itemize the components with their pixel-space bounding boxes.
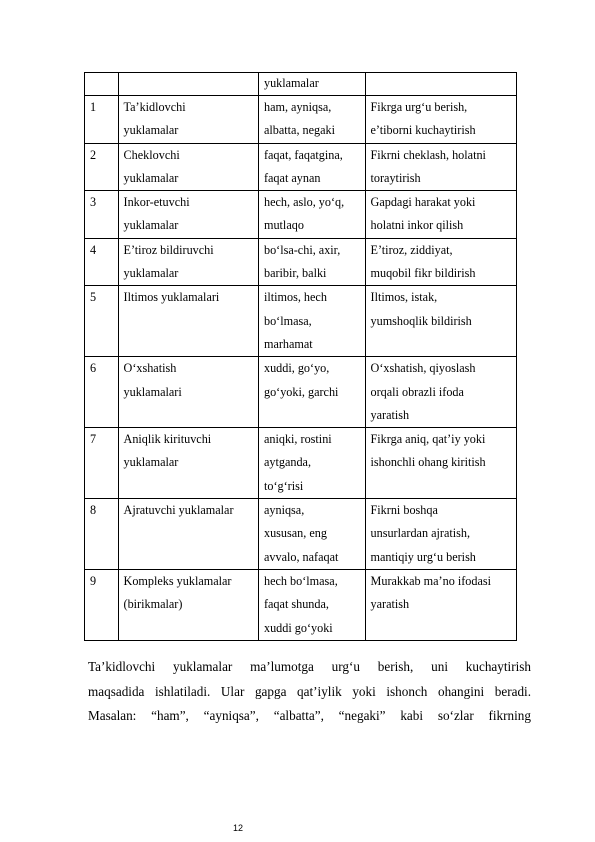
cell-text-line: aniqki, rostini: [263, 432, 332, 447]
table-row: [85, 499, 517, 570]
cell-number: 3: [85, 191, 119, 239]
cell-function: [365, 357, 516, 428]
cell-function: [365, 96, 516, 144]
cell-text-line: (birikmalar): [123, 597, 183, 612]
cell-function: [365, 143, 516, 191]
cell-text-line: Gapdagi harakat yoki: [370, 195, 476, 210]
cell-text-line: yuklamalar: [123, 170, 179, 185]
table-row: [85, 357, 517, 428]
table-row: [85, 238, 517, 286]
cell-text-line: hech bo‘lmasa,: [263, 573, 338, 588]
cell-function: [365, 428, 516, 499]
header-cell-name: [118, 73, 258, 96]
cell-text-line: to‘g‘risi: [263, 478, 304, 493]
cell-text-line: marhamat: [263, 336, 313, 351]
paragraph-line: Masalan: “ham”, “ayniqsa”, “albatta”, “negaki” kabi so‘zlar fikrning: [88, 708, 531, 723]
cell-examples: [258, 96, 365, 144]
cell-text-line: Cheklovchi: [123, 147, 180, 162]
cell-particle-type: [118, 428, 258, 499]
table-row: [85, 569, 517, 640]
cell-examples: [258, 428, 365, 499]
cell-particle-type: [118, 569, 258, 640]
cell-text-line: avvalo, nafaqat: [263, 549, 339, 564]
cell-text-line: Fikrga urg‘u berish,: [370, 100, 468, 114]
paragraph-line: Ta’kidlovchi yuklamalar ma’lumotga urg‘u berish, uni kuchaytirish: [88, 659, 531, 674]
cell-text-line: Fikrni cheklash, holatni: [370, 147, 486, 162]
cell-text-line: O‘xshatish, qiyoslash: [370, 361, 476, 376]
cell-text-line: xuddi go‘yoki: [263, 620, 333, 635]
cell-number: 8: [85, 499, 119, 570]
cell-text-line: orqali obrazli ifoda: [370, 384, 464, 399]
cell-examples: [258, 143, 365, 191]
table-header-row: [85, 73, 517, 96]
cell-text-line: holatni inkor qilish: [370, 218, 464, 233]
cell-function: [365, 191, 516, 239]
cell-particle-type: [118, 96, 258, 144]
cell-text-line: Aniqlik kirituvchi: [123, 432, 212, 447]
cell-text-line: hech, aslo, yo‘q,: [263, 195, 345, 210]
cell-examples: [258, 569, 365, 640]
cell-text-line: E’tiroz, ziddiyat,: [370, 242, 453, 257]
cell-text-line: E’tiroz bildiruvchi: [123, 242, 214, 257]
table-row: [85, 143, 517, 191]
particles-table-body: [85, 73, 517, 641]
cell-text-line: yaratish: [370, 597, 410, 612]
cell-examples: [258, 499, 365, 570]
cell-text-line: toraytirish: [370, 170, 421, 185]
cell-text-line: iltimos, hech: [263, 290, 327, 305]
cell-text-line: ayniqsa,: [263, 503, 305, 518]
cell-particle-type: [118, 286, 258, 357]
cell-text-line: yuklamalar: [123, 455, 179, 470]
cell-particle-type: [118, 499, 258, 570]
cell-text-line: Iltimos, istak,: [370, 290, 438, 305]
cell-text-line: Fikrni boshqa: [370, 503, 438, 518]
cell-function: [365, 499, 516, 570]
cell-function: [365, 569, 516, 640]
cell-text-line: Ta’kidlovchi: [123, 100, 186, 114]
cell-text-line: yuklamalar: [123, 123, 179, 138]
paragraph-line: maqsadida ishlatiladi. Ular gapga qat’iylik yoki ishonch ohangini beradi.: [88, 683, 531, 699]
cell-function: [365, 286, 516, 357]
cell-function: [365, 238, 516, 286]
table-row: [85, 428, 517, 499]
cell-text-line: faqat aynan: [263, 170, 321, 185]
cell-text-line: yuklamalar: [123, 266, 179, 281]
cell-text-line: Fikrga aniq, qat’iy yoki: [370, 432, 486, 447]
cell-text-line: mutlaqo: [263, 218, 304, 233]
cell-text-line: albatta, negaki: [263, 123, 336, 138]
cell-text-line: faqat shunda,: [263, 597, 329, 612]
cell-particle-type: [118, 143, 258, 191]
cell-examples: [258, 238, 365, 286]
cell-number: 1: [85, 96, 119, 144]
cell-text-line: go‘yoki, garchi: [263, 384, 339, 399]
cell-text-line: ham, ayniqsa,: [263, 100, 332, 114]
cell-text-line: Murakkab ma’no ifodasi: [370, 573, 492, 588]
cell-text-line: e’tiborni kuchaytirish: [370, 123, 476, 138]
cell-number: 9: [85, 569, 119, 640]
cell-text-line: muqobil fikr bildirish: [370, 266, 476, 281]
table-row: [85, 96, 517, 144]
header-cell-examples: yuklamalar: [258, 73, 365, 96]
cell-examples: [258, 286, 365, 357]
cell-text-line: aytganda,: [263, 455, 312, 470]
body-paragraph: [88, 655, 531, 729]
cell-number: 6: [85, 357, 119, 428]
cell-text-line: unsurlardan ajratish,: [370, 526, 471, 541]
cell-examples: [258, 357, 365, 428]
cell-text-line: yuklamalar: [123, 218, 179, 233]
header-cell-num: [85, 73, 119, 96]
cell-text-line: yumshoqlik bildirish: [370, 313, 472, 328]
cell-text-line: bo‘lsa-chi, axir,: [263, 242, 341, 257]
cell-number: 5: [85, 286, 119, 357]
cell-text-line: Inkor-etuvchi: [123, 195, 190, 210]
table-row: [85, 191, 517, 239]
cell-text-line: baribir, balki: [263, 266, 327, 281]
cell-text-line: xususan, eng: [263, 526, 327, 541]
cell-particle-type: [118, 357, 258, 428]
cell-text-line: Ajratuvchi yuklamalar: [123, 503, 234, 518]
cell-particle-type: [118, 238, 258, 286]
cell-number: 7: [85, 428, 119, 499]
header-cell-function: [365, 73, 516, 96]
cell-text-line: O‘xshatish: [123, 361, 177, 376]
page-number: 12: [233, 823, 244, 833]
cell-text-line: Iltimos yuklamalari: [123, 290, 220, 305]
cell-text-line: faqat, faqatgina,: [263, 147, 343, 162]
cell-text-line: yuklamalari: [123, 384, 182, 399]
cell-text-line: Kompleks yuklamalar: [123, 573, 232, 588]
cell-text-line: bo‘lmasa,: [263, 313, 312, 328]
cell-number: 2: [85, 143, 119, 191]
table-row: [85, 286, 517, 357]
cell-text-line: mantiqiy urg‘u berish: [370, 549, 476, 564]
cell-text-line: xuddi, go‘yo,: [263, 361, 330, 376]
cell-examples: [258, 191, 365, 239]
cell-text-line: ishonchli ohang kiritish: [370, 455, 486, 470]
cell-text-line: yaratish: [370, 407, 410, 422]
cell-number: 4: [85, 238, 119, 286]
cell-particle-type: [118, 191, 258, 239]
particles-table: [84, 72, 517, 641]
